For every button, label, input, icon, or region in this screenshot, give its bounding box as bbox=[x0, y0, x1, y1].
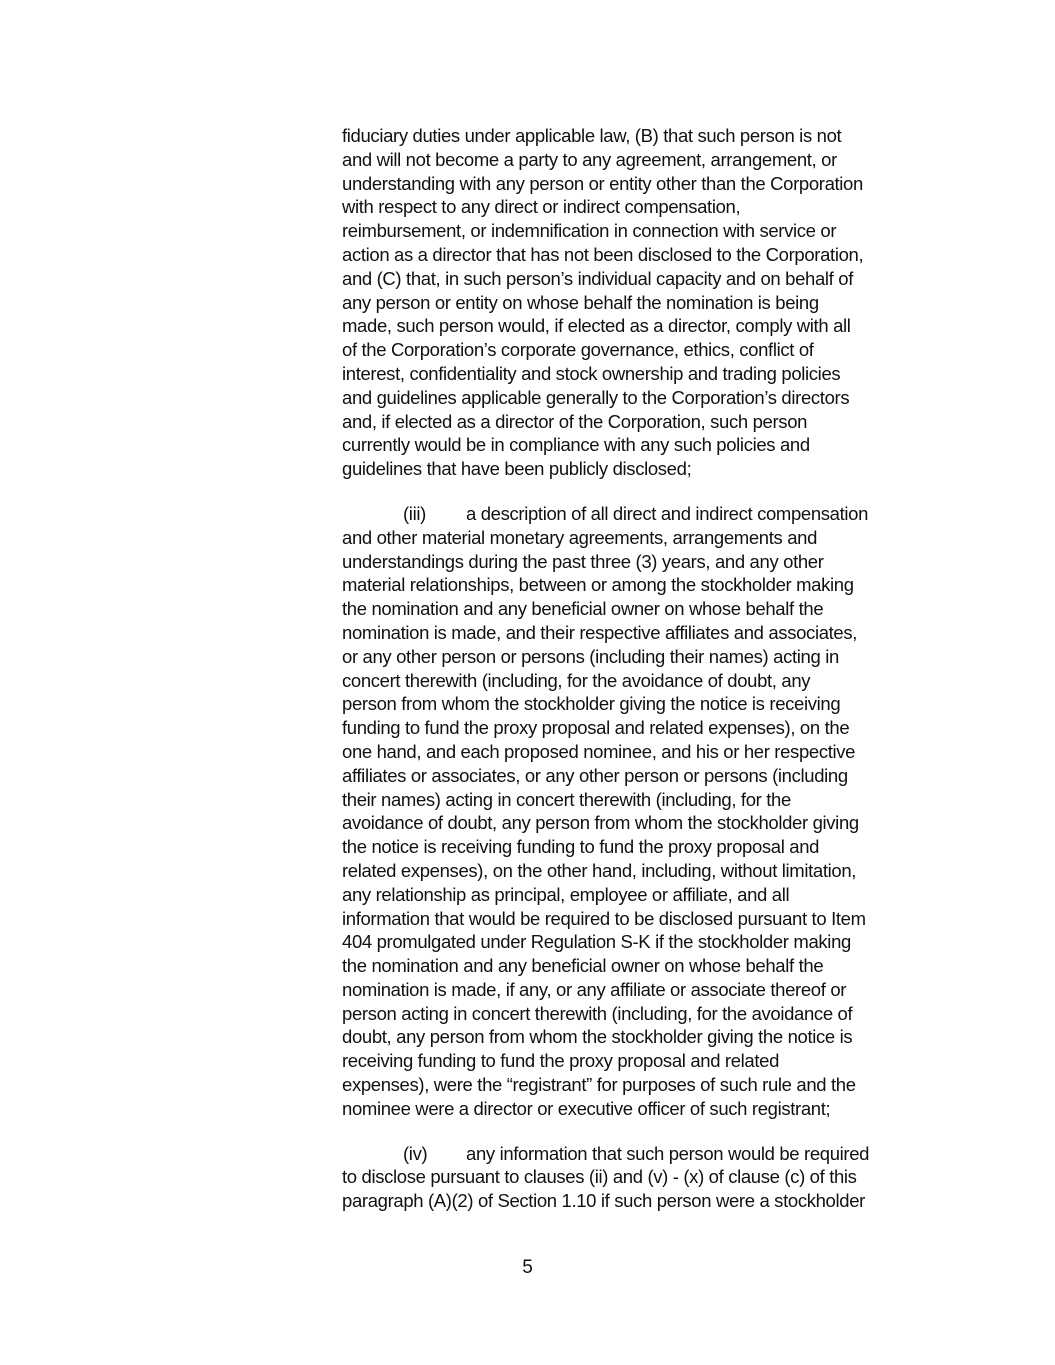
text-line: understandings during the past three (3) years, and any other bbox=[342, 550, 824, 572]
text-line: action as a director that has not been disclosed to the Corporation, bbox=[342, 243, 864, 265]
clause-number: (iii) bbox=[403, 502, 426, 524]
text-line: receiving funding to fund the proxy proposal and related bbox=[342, 1050, 780, 1072]
text-line: guidelines that have been publicly disclosed; bbox=[342, 458, 692, 480]
text-line: the notice is receiving funding to fund the proxy proposal and bbox=[342, 836, 820, 858]
text-line: related expenses), on the other hand, including, without limitation, bbox=[342, 859, 857, 881]
text-line: their names) acting in concert therewith (including, for the bbox=[342, 788, 791, 810]
text-line: any relationship as principal, employee or affiliate, and all bbox=[342, 883, 790, 905]
text-line: 404 promulgated under Regulation S-K if the stockholder making bbox=[342, 931, 851, 953]
clause-first-line bbox=[342, 1142, 902, 1166]
text-line: concert therewith (including, for the avoidance of doubt, any bbox=[342, 669, 811, 691]
clause-first-line-text: a description of all direct and indirect compensation bbox=[466, 502, 869, 524]
text-line: made, such person would, if elected as a director, comply with all bbox=[342, 315, 851, 337]
text-line: and will not become a party to any agreement, arrangement, or bbox=[342, 148, 837, 170]
text-line: person from whom the stockholder giving the notice is receiving bbox=[342, 693, 841, 715]
text-line: understanding with any person or entity other than the Corporation bbox=[342, 172, 863, 194]
text-line: or any other person or persons (including their names) acting in bbox=[342, 645, 839, 667]
text-line: material relationships, between or among the stockholder making bbox=[342, 574, 854, 596]
text-line: paragraph (A)(2) of Section 1.10 if such person were a stockholder bbox=[342, 1190, 865, 1212]
text-line: to disclose pursuant to clauses (ii) and (v) - (x) of clause (c) of this bbox=[342, 1166, 857, 1188]
text-line: of the Corporation’s corporate governance, ethics, conflict of bbox=[342, 339, 814, 361]
text-line: doubt, any person from whom the stockholder giving the notice is bbox=[342, 1026, 853, 1048]
text-line: the nomination and any beneficial owner on whose behalf the bbox=[342, 598, 824, 620]
text-line: funding to fund the proxy proposal and related expenses), on the bbox=[342, 717, 850, 739]
text-line: nominee were a director or executive officer of such registrant; bbox=[342, 1097, 831, 1119]
paragraph-continuation bbox=[342, 124, 902, 481]
text-line: avoidance of doubt, any person from whom the stockholder giving bbox=[342, 812, 859, 834]
text-line: affiliates or associates, or any other person or persons (including bbox=[342, 764, 848, 786]
text-line: nomination is made, and their respective affiliates and associates, bbox=[342, 621, 858, 643]
text-line: information that would be required to be disclosed pursuant to Item bbox=[342, 907, 866, 929]
text-line: and guidelines applicable generally to the Corporation’s directors bbox=[342, 386, 850, 408]
clause-iii bbox=[342, 502, 902, 1121]
text-line: expenses), were the “registrant” for purposes of such rule and the bbox=[342, 1074, 856, 1096]
text-line: person acting in concert therewith (including, for the avoidance of bbox=[342, 1002, 853, 1024]
text-line: with respect to any direct or indirect compensation, bbox=[342, 196, 741, 218]
text-line: currently would be in compliance with any such policies and bbox=[342, 434, 810, 456]
text-line: nomination is made, if any, or any affiliate or associate thereof or bbox=[342, 978, 847, 1000]
text-line: and other material monetary agreements, arrangements and bbox=[342, 526, 818, 548]
text-line: one hand, and each proposed nominee, and his or her respective bbox=[342, 740, 856, 762]
text-line: the nomination and any beneficial owner on whose behalf the bbox=[342, 955, 824, 977]
text-line: interest, confidentiality and stock ownership and trading policies bbox=[342, 362, 841, 384]
text-line: and, if elected as a director of the Corporation, such person bbox=[342, 410, 808, 432]
clause-iv bbox=[342, 1142, 902, 1213]
text-line: fiduciary duties under applicable law, (B) that such person is not bbox=[342, 125, 842, 146]
clause-first-line bbox=[342, 502, 902, 526]
text-line: any person or entity on whose behalf the nomination is being bbox=[342, 291, 819, 313]
clause-first-line-text: any information that such person would be required bbox=[466, 1142, 870, 1164]
text-line: reimbursement, or indemnification in connection with service or bbox=[342, 220, 837, 242]
text-line: and (C) that, in such person’s individual capacity and on behalf of bbox=[342, 267, 853, 289]
page-number: 5 bbox=[522, 1257, 533, 1278]
body-text bbox=[342, 124, 902, 1234]
clause-number: (iv) bbox=[403, 1142, 428, 1164]
